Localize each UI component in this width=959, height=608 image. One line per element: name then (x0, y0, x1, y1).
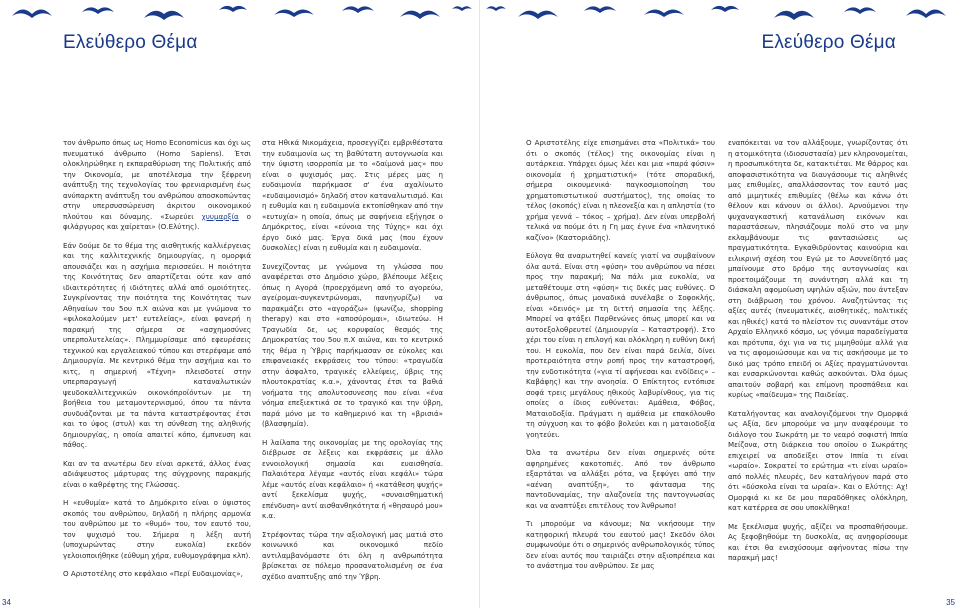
paragraph: Συνεχίζοντας με γνώμονα τη γλώσσα που αναφέρεται στο Δημόσιο χώρο, βλέπουμε λέξεις όπως η Αγορά (προερχόμενη από το αγορεύω, αγείρομαι-συγκεντρώνομαι, πανηγυρίζω) να παρακμάζει στο «αγοράζω» (ψωνίζω, shopping therapy) και στο «απoσύρομαι», ιδιωτεύω. Η Τραγωδία δε, ως κορυφαίος θεσμός της Δημοκρατίας του 5ου π.Χ αιώνα, και το κεντρικό της θέμα η Ύβρις παρήκμασαν σε εύκολες και επιφανειακές εκφράσεις του τύπου: «τραγωδία στην άσφαλτο, τραγικές ελλείψεις, ύβρις της πλουτοκρατίας κ.α.», χάνοντας έτσι τα βαθιά νοήματα της απολυτοσυνεσης που είναι «ένα νόημα επεξιεκτικά σε το τραγικό και την ύβρη, παρά μόνο με το καθημερινό και τη «βρισιά» (βλασφημία). (262, 261, 443, 428)
birds-icon (4, 2, 474, 24)
left-page-header (0, 0, 479, 62)
paragraph: Τι μπορούμε να κάνουμε; Να νικήσουμε την κατηφορική πλευρά του εαυτού μας! Σκεδόν όλοι συμφωνούμε ότι ο σημερινός ανθρωπολογικός τύπος δεν είναι αυτός που ταιριάζει στην αξιοπρέπεια και το ανάστημα του ανθρώπου. Σε μας (526, 519, 715, 570)
paragraph: Όλα τα ανωτέρω δεν είναι σημερινές ούτε αφηρημένες κακοτοπιές. Από τον άνθρωπο εξαρτάται να αλλάξει ρότα, να ξεφύγει από την «αέναη αναπτύξη», το φάντασμα της παντοδυναμίας, την αλαζονεία της παντογνωσίας και να αναπτύξει επιτέλους τον Άνθρωπο! (526, 448, 715, 510)
paragraph: Εάν δούμε δε το θέμα της αισθητικής καλλιέργειας και της καλλιτεχνικής δημιουργίας, η ομορφιά απουσιάζει και η ασχήμια περισσεύει. Η ποιότητα της Κοινότητας δεν απαρτίζεται ούτε καν από ιδιαιτερότητες ή ιδιότητες αλλά από ομοιότητες. Συγκρίνοντας την ποιότητα της Κοινότητας των Αθηναίων του 5ου π.Χ αιώνα και με γνώμονα το «φιλοκαλούμεν μετ' ευτελείας», είναι φανερή η παρακμή της σήμερα σε «ασχημοσύνες υπερπολυτελείας». Πλημμυρίσαμε από εφευρέσεις τεχνικού και εργαλειακού τύπου και στερέψαμε από Δημιουργία. Με κεντρικό θέμα την ασχήμια και το κιτς, η σημερινή «Τέχνη» πλεισδοτεί στην υπερπαραγωγή καταναλωτικών ψευδοκαλλιτεχνικών οικονιόπροϊόντων με τη βοήθεια του μεταμοντερνισμού, όπου τα πάντα συνδυάζονται με τα πάντα καταστρέφοντας έτσι και το ύφος (στυλ) και τη σύνθεση της αληθινής δημιουργίας, η οποία απαιτεί κόπο, έμπνευση και πάθος. (63, 240, 251, 449)
paragraph: στα Ηθικά Νικομάχεια, προσεγγίζει εμβριθέστατα την ευδαιμονία ως τη βαθύτατη αυτογνωσία και την ύψιστη ισορροπία με το «δαίμονά μας» που είναι ο ψυχισμός μας. Στις μέρες μας η ευδαιμονία παρήκμασε σ' ένα αχαλίνωτο «ευδαιμονισμό» δηλαδή στον καταναλωτισμό. Και η ευθυμία και η ευδαιμονία εκτοπίσθηκαν από την «ευτυχία» η οποία, όπως με σαφήνεια εξήγησε ο Δημόκριτος, είναι «εύνοια της Τύχης» και όχι έργο δικό μας. Έργα δικά μας (που έχουν δυσκολίες) είναι η ευθυμία και η ευδαιμονία. (262, 138, 443, 252)
paragraph: Η λαίλαπα της οικονομίας με της ορολογίας της διέβρωσε σε λέξεις και εκφράσεις με άλλο εννοιολογική σημασία και ευαισθησία. Παλαιότερα λέγαμε «αυτός είναι κεφάλι» τώρα λέμε «αυτός είναι κεφάλαιο» ή «κατάθεση ψυχής» αντί ξεκελίσμα ψυχής, «συναισθηματική επένδυση» αντί αισθανθηκότητα ή «θησαυρό μου» κ.α. (262, 437, 443, 520)
highlighted-word: χυυμαρξία (201, 211, 239, 221)
text-column-1 (63, 138, 251, 580)
magazine-section-title: Ελεύθερο Θέμα (63, 32, 198, 53)
page-number-right: 35 (946, 598, 955, 607)
paragraph: εναπόκειται να τον αλλάξουμε, γνωρίζοντας ότι η ατομικότητα (ιδιοσυστασία) μεν κληρονομείται, η προσωπικότητα δε, κατακτιέται. Με θάρρος και αποφασιστικότητα να διαυγάσουμε τις αληθινές μας επιθυμίες, απαλλάσσοντας τον εαυτό μας από μιμητικές επιθυμίες (θέλω και κάνω ότι θέλουν και κάνουν οι άλλοι). Αρνούμενοι την ψυχαναγκαστική κατανάλωση εικόνων και παραστάσεων, πλησιάζουμε πολύ στο να μην εκλαμβάνουμε τις φαντασιώσεις ως πραγματικότητα. Εγκαθιδρύοντας καινούρια και ειλικρινή σχέση του Εγώ με το Ασυνείδητό μας μπαίνουμε στο δρόμο της αυτογνωσίας και προετοιμάζουμε τη συνάντηση αλλά και τη διάσκαλη αφομοίωση υψηλών αξιών, που άντεξαν στη διάβρωση του χρόνου. Αναζητώντας τις αξίες αυτές (πνευματικές, αισθητικές, πολιτικές και ηθικές) κατά το πλείστον τις συναντάμε στον Αρχαίο Ελληνικό κόσμο, ως γόνιμα παραδείγματα και πρότυπα, όχι για να τις μιμηθούμε αλλά για να τις αφομοιώσουμε και να τις ασκήσουμε με το δικό μας τρόπο επειδή οι Αξίες πραγματώνονται και ενσαρκώνονται καθώς ασκούνται. Όλα όμως απαιτούν σοβαρή και επίμονη προσπάθεια και κυρίως «παίδευμα» της Παιδείας. (728, 138, 908, 399)
text-column-3 (526, 138, 715, 572)
paragraph: Με ξεκέλισμα ψυχής, αξίζει να προσπαθήσουμε. Ας ξεφοβηθούμε τη δυσκολία, ας ανηφορίσουμε και έτσι θα ενισχύσουμε αφήνοντας πίσω την παρακμή μας! (728, 521, 908, 562)
birds-icon (484, 2, 954, 24)
birds-decoration (4, 2, 474, 24)
page-number-left: 34 (2, 598, 11, 607)
paragraph: Και αν τα ανωτέρω δεν είναι αρκετά, άλλος ένας αδιάψευστος μάρτυρας της σύγχρονης παρακμής είναι ο καθρέφτης της Γλώσσας. (63, 458, 251, 489)
paragraph: Στρέφοντας τώρα την αξιολογική μας ματιά στο κοινωνικό και οικονομικό πεδίο αντιλαμβανόμαστε ότι όλη η ανθρωπότητα βρίσκεται σε πόλεμο προσανατολισμένη σε ένα σχέδιο αναπτυξης από την Ύβρη. (262, 529, 443, 581)
paragraph: Ο Αριστοτέλης στο κεφάλαιο «Περί Ευδαιμονίας», (63, 569, 243, 578)
paragraph: τον άνθρωπο όπως ως Homo Economicus και όχι ως πνευματικό άνθρωπο (Homo Sapiens). Έτσι ολοκληρώθηκε η εκπαραθύρωση της Πολιτικής από την Οικονομία, με αποτέλεσμα την ξέφρενη ανάπτυξη της τεχνολογίας του φρενιαρισμένη έως ανύπαρκτη ανάπτυξη του ανθρώπου αποσκοπώντας στην υπερσυσσώρευση άκριτου οικονομικού πλούτου και δύναμης. «Σωρεύει χυυμαρξία ο φιλάργυρος και χαίρεται» (Ο.Ελύτης). (63, 138, 251, 231)
birds-decoration (484, 2, 954, 24)
right-page-header (480, 0, 959, 62)
paragraph: Εύλογα θα αναρωτηθεί κανείς γιατί να συμβαίνουν όλα αυτά. Είναι στη «φύση» του ανθρώπου να πέσει προς την παρακμή; Να πάλι μια ευκολία, να μεταθέτουμε στη «φύση» τις δικές μας ευθύνες. Ο άνθρωπος, όπως μοναδικά συνέλαβε ο Σοφοκλής, είναι «δεινός» με τη διττή σημασία της λέξης. Μπορεί να φτάξει Παρθενώνες όπως μπορεί και να αυτοεξολοθρευτεί (Δημιουργία – Καταστροφή). Στο χέρι του είναι η επιλογή και ολόκληρη η ευθύνη δική του. Η ευκολία, που δεν είναι παρά δειλία, δίνει προτεραιότητα στην ροπή προς την καταστροφή, την ενδοτικότητα («για τί αφήνεσαι και ενδίδεις» – Καβάφης) και την ανοησία. Ο Επίκτητος εντόπισε σοφά τρεις μεγάλους ηθικούς λαβυρίνθους, για τις οποίες ο ίδιος ευθύνεται: Αμάθεια, Φόβος, Ματαιοδοξία. Πράγματι η αμάθεια με επακόλουθο τη σύγχυση και το φόβο βολεύει και η ματαιοδοξία γοητεύει. (526, 251, 715, 439)
paragraph: Η «ευθυμία» κατά το Δημόκριτο είναι ο ύψιστος σκοπός του ανθρώπου, δηλαδή η πλήρης αρμονία του ανθρώπου με το «θυμό» του, τον εαυτό του, τον ψυχισμό του. Σήμερα η λέξη αυτή (υποχωρώντας στην ευκολία) εκεδόν γελοιοποιήθηκε (εύθυμη χήρα, ευθυμογράφημα κλπ). (63, 498, 251, 560)
page-gutter (479, 0, 480, 608)
text-column-2 (262, 138, 443, 582)
text-column-4 (728, 138, 908, 564)
magazine-section-title: Ελεύθερο Θέμα (761, 32, 896, 53)
paragraph: Καταλήγοντας και αναλογιζόμενοι την Ομορφιά ως Αξία, δεν μπορούμε να μην αναφέρουμε το διάλογο του Σωκράτη με το νεαρό σοφιστή Ιππία Μείζονα, στη διάρκεια του οποίου ο Σωκράτης επιχειρεί να αποδείξει στον Ιππία τι είναι «ωραίο». Σοκρατεί το ερώτημα «τι είναι ωραίο» από πολλές πλευρές, δεν καταλήγουν παρά στο ότι «δύσκολα είναι τα ωραία». Και ο Ελύτης: Αχ! Ομορφιά κι κε δε μου παραδόθηκες ολόκληρη, κατ κατέρρεα σε σου υποκλίθηκα! (728, 408, 908, 512)
paragraph: Ο Αριστοτέλης είχε επισημάνει στα «Πολιτικά» του ότι ο σκοπός (τέλος) της οικονομίας είναι η αυτάρκεια. Υπάρχει όμως λέει και μια «παρά φύσιν» οικονομία ή χρηματιστική» (τότε σποραδική, σήμερα οικουμενικά· παγκοσμιοποίηση του χρηματοπιστωτικού συστήματος), της οποίας το τέλος (σκοπός) είναι η πλεονεξία και η απληστία (το χρήμα γεννά – τόκος – χρήμα). Δεν είναι υπερβολή τελικά να πούμε ότι η Γη μας έγινε ένα «πλανητικό καζίνο» (Καστοριάδης). (526, 138, 715, 242)
